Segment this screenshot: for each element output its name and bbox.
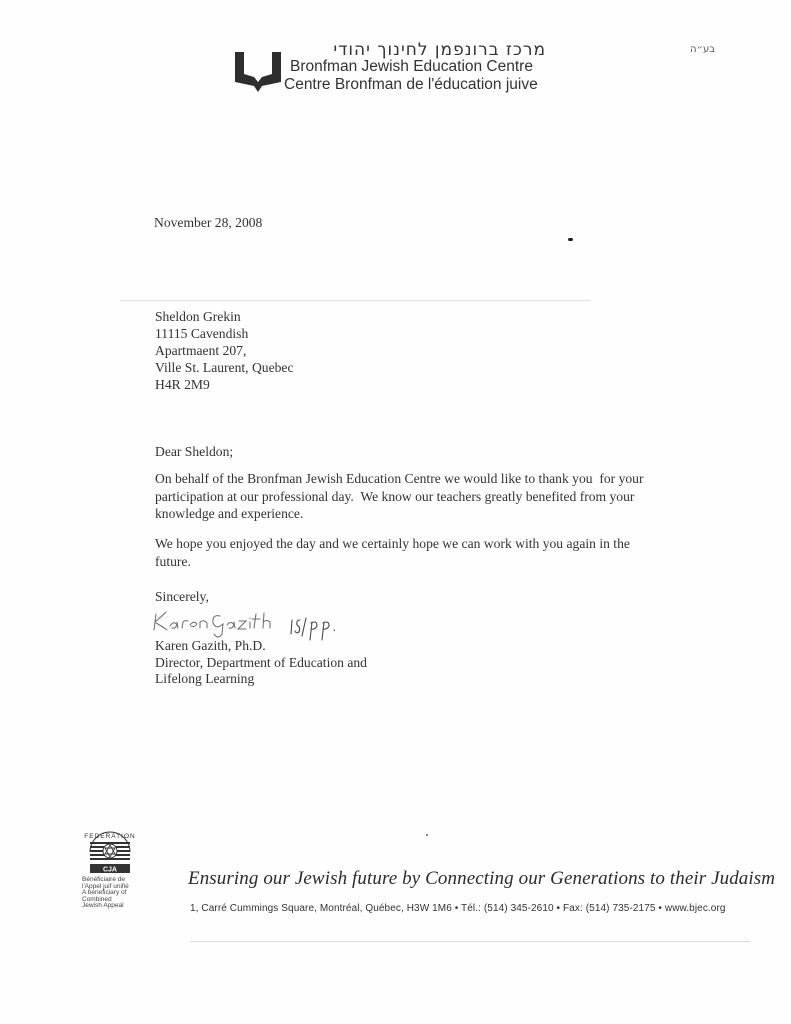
paragraph-2-line-1: We hope you enjoyed the day and we certainly hope we can work with you again in the	[155, 536, 630, 551]
cja-beneficiary-text	[82, 877, 152, 910]
book-logo-icon	[232, 48, 284, 92]
federation-cja-logo-icon	[82, 826, 138, 876]
recipient-unit: Apartmaent 207,	[155, 343, 247, 358]
signer-title-1: Director, Department of Education and	[155, 655, 367, 670]
paragraph-1-line-3: knowledge and experience.	[155, 506, 304, 521]
recipient-address	[155, 308, 293, 393]
recipient-street: 11115 Cavendish	[155, 326, 249, 341]
greeting: Dear Sheldon;	[155, 444, 234, 459]
paragraph-2	[155, 535, 675, 570]
corner-mark: בע״ה	[690, 44, 716, 55]
footer-tagline: Ensuring our Jewish future by Connecting our Generations to their Judaism	[188, 868, 776, 889]
cja-line-4: Combined	[82, 895, 112, 903]
org-name-hebrew: מרכז ברונפמן לחינוך יהודי	[333, 40, 546, 60]
svg-text:FEDERATION: FEDERATION	[84, 833, 136, 840]
scan-speck	[426, 834, 428, 836]
letter-date: November 28, 2008	[154, 215, 263, 230]
cja-line-5: Jewish Appeal	[82, 902, 124, 909]
cja-line-3: A beneficiary of	[82, 889, 127, 896]
closing: Sincerely,	[155, 589, 209, 604]
paragraph-2-line-2: future.	[155, 553, 191, 569]
signer-title-2: Lifelong Learning	[155, 671, 255, 686]
svg-text:CJA: CJA	[102, 866, 118, 874]
recipient-name: Sheldon Grekin	[155, 309, 241, 324]
org-name-english: Bronfman Jewish Education Centre	[290, 58, 533, 75]
scan-line	[120, 300, 590, 301]
footer-contact: 1, Carré Cummings Square, Montréal, Québec, H3W 1M6 • Tél.: (514) 345-2610 • Fax: (514) 735-2175 • www.bjec.org	[190, 903, 726, 914]
paragraph-1-line-2: participation at our professional day. We know our teachers greatly benefited from your	[155, 488, 635, 504]
paragraph-1-line-1: On behalf of the Bronfman Jewish Education Centre we would like to thank you for your	[155, 471, 644, 486]
org-name-french: Centre Bronfman de l'éducation juive	[284, 76, 538, 93]
signer-name: Karen Gazith, Ph.D.	[155, 638, 266, 653]
cja-line-2: l'Appel juif unifié	[82, 882, 129, 890]
footer-rule	[190, 941, 750, 942]
recipient-postal: H4R 2M9	[155, 377, 210, 392]
recipient-city: Ville St. Laurent, Quebec	[155, 360, 294, 375]
cja-line-1: Bénéficiaire de	[82, 876, 125, 883]
scan-speck	[568, 238, 573, 241]
paragraph-1	[155, 470, 675, 523]
